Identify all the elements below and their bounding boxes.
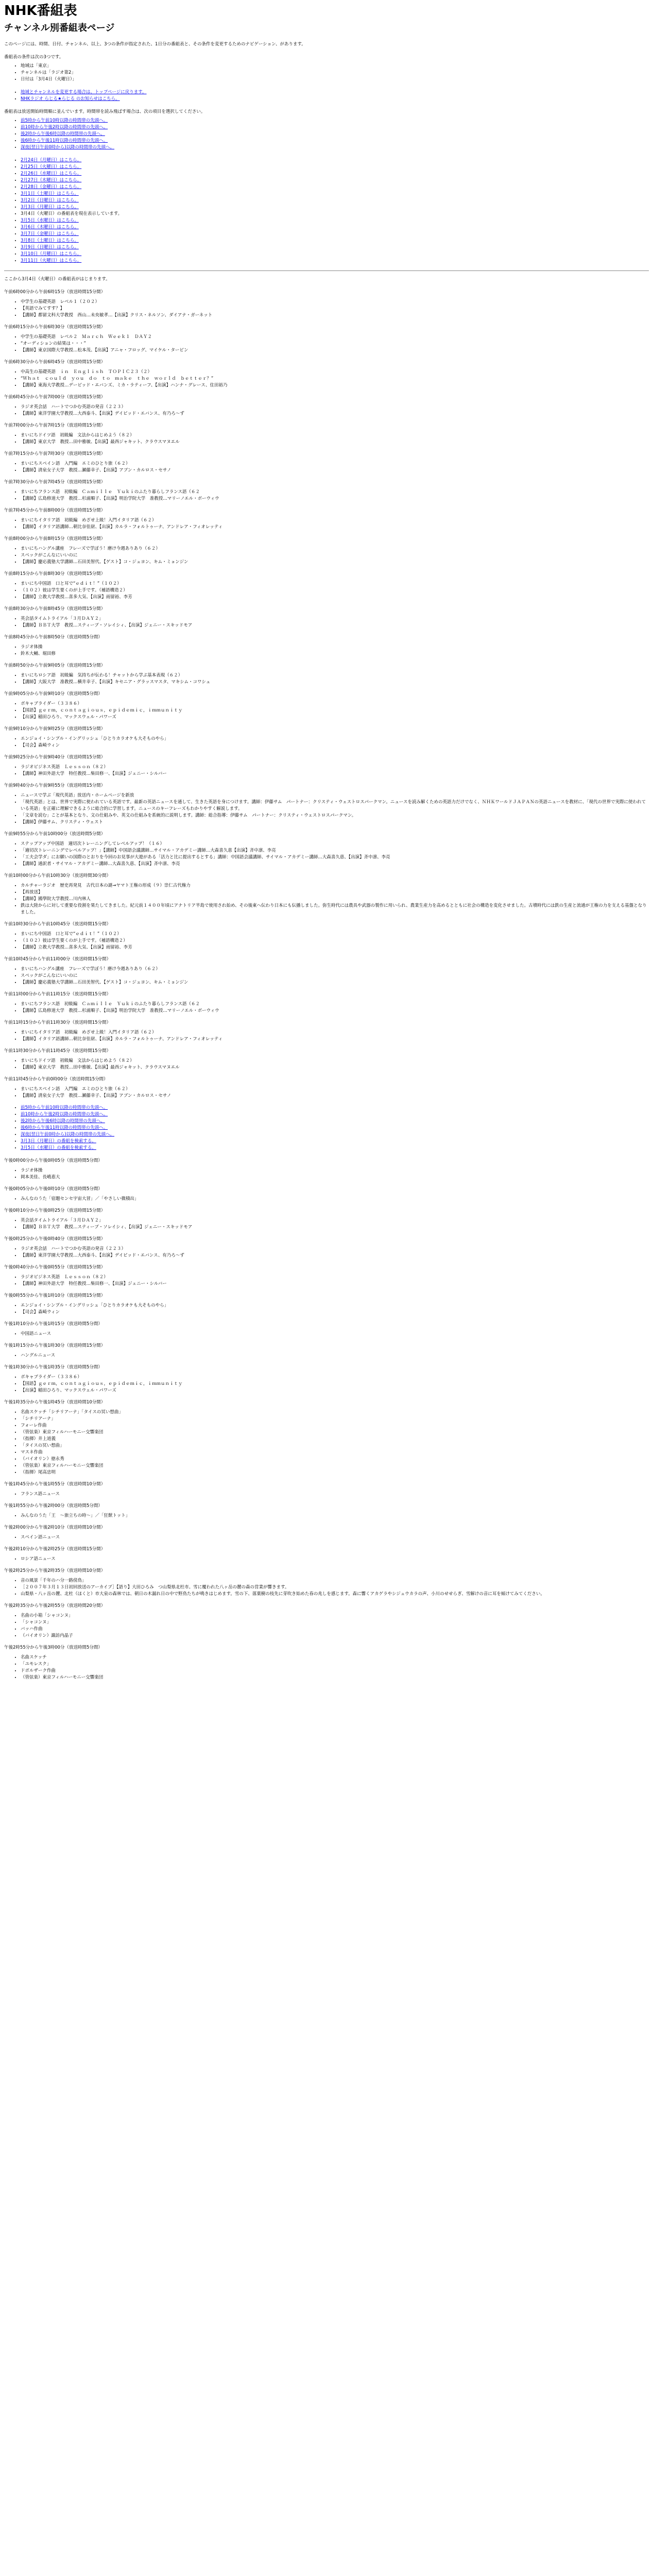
nav-list-item: [21, 157, 649, 164]
divider: [4, 270, 649, 271]
time-jump-link[interactable]: 前5時から午前10時以降の時間帯の先頭へ。: [21, 118, 108, 123]
program-time: 午前9時55分から午前10時00分（放送時間5分間）: [4, 832, 106, 837]
program-title: • まいにちイタリア語 初級編 めざせ上級！入門イタリア語（６２）: [21, 1029, 649, 1036]
program-detail-line: • 【出演】稲田ひろり、マックスウェル・パワーズ: [21, 714, 649, 721]
current-date-label: 3月4日（火曜日）の番組表を現在表示しています。: [21, 211, 123, 216]
program-detail-line: • （管弦楽）東京フィルハーモニー交響楽団: [21, 1429, 649, 1436]
program-details: [4, 1654, 649, 1681]
program-details: [4, 334, 649, 354]
program-title: • フランス語ニュース: [21, 1491, 649, 1498]
program-time: 午前11時15分から午前11時30分（放送時間15分間）: [4, 1020, 111, 1025]
date-link[interactable]: 3月9日（日曜日）はこちら。: [21, 245, 79, 250]
program-title: • ラジオ体操: [21, 644, 649, 651]
program-detail-line: • 【英語でみてすす？】: [21, 306, 649, 312]
program-title: • 英会話タイムトライアル「３月ＤＡＹ２」: [21, 616, 649, 622]
program-title: • 名曲スケッチ: [21, 1654, 649, 1661]
program-time: 午後1時15分から午後1時30分（放送時間15分間）: [4, 1343, 106, 1348]
program-detail-line: • 【講師】大阪大学 准教授…横井幸子、【出演】キセニア・グラッスマスタ、マキシム・コワシュ: [21, 679, 649, 686]
program-detail-line: • 【講師】東洋学園大学教授…大西泰斗、【出演】デイビッド・エバンス、有乃ろ～ず: [21, 1252, 649, 1259]
program-detail-line: • “オーディションの結果は・・・”: [21, 341, 649, 347]
program-title: • ニュースで学ぶ「現代英語」放送内・ホームページを新放: [21, 792, 649, 799]
nav-list-item: [21, 251, 649, 258]
program-title: • まいにち中国語 口と耳で“ｅｄｉｔ！”（１０２）: [21, 931, 649, 938]
nav-list-item: [21, 258, 649, 264]
program-detail-line: • 【講師】広島修道大学 教授…杉浦順子、【出演】明治学院大学 准教授…マリーノエル・ボーウィウ: [21, 496, 649, 502]
program-detail-line: • 【国語】ｇｅｒｍ，ｃｏｎｔａｇｉｏｕｓ，ｅｐｉｄｅｍｉｃ，ｉｍｍｕｎｉｔｙ: [21, 707, 649, 714]
program-title: • ラジオビジネス英語 Ｌｅｓｓｏｎ（８２）: [21, 764, 649, 771]
time-jump-link[interactable]: 前10時から午後2時以降の時間帯の先頭へ。: [21, 125, 108, 130]
program-time: 午前7時30分から午前7時45分（放送時間15分間）: [4, 480, 106, 485]
date-link[interactable]: 3月2日（日曜日）はこちら。: [21, 198, 79, 203]
program-detail-line: • 岡本美佳、長嶋恵大: [21, 1174, 649, 1181]
program-time: 午前6時45分から午前7時00分（放送時間15分間）: [4, 395, 106, 400]
program-title: • まいにちドイツ語 初級編 文法からはじめよう（８２）: [21, 432, 649, 439]
date-link[interactable]: 3月6日（木曜日）はこちら。: [21, 225, 79, 230]
program-detail-line: • “Ｗｈａｔ ｃｏｕｌｄ ｙｏｕ ｄｏ ｔｏ ｍａｋｅ ｔｈｅ ｗｏｒｌｄ ｂｅｔｔｅｒ？”: [21, 376, 649, 382]
condition-channel: • チャンネルは「ラジオ第2」: [21, 70, 649, 76]
top-links: [4, 89, 649, 103]
program-detail-line: • （指揮）井上道義: [21, 1436, 649, 1443]
program-details: [4, 1246, 649, 1259]
program-title: • エンジョイ・シンプル・イングリッシュ「ひとりカラオケも大そものやら」: [21, 736, 649, 742]
program-time: 午前8時50分から午前9時05分（放送時間15分間）: [4, 663, 106, 668]
back-to-top-link[interactable]: 地域とチャンネルを変更する場合は、トップページに戻ります。: [21, 90, 147, 95]
program-title: • 英会話タイムトライアル「３月ＤＡＹ２」: [21, 1217, 649, 1224]
program-detail-line: • 【講師】東海大学教授…デービッド・エバンズ、ミカ・ラティーフ、【出演】ハンナ・グレース、住田裕乃: [21, 382, 649, 389]
top-link-item: [21, 96, 649, 103]
program-title: • まいにちスペイン語 入門編 エミのひとり旅（６２）: [21, 461, 649, 467]
program-title: • まいにちドイツ語 初級編 文法からはじめよう（８２）: [21, 1058, 649, 1064]
page-title: NHK番組表: [4, 3, 77, 19]
nav-list-item: [21, 1105, 649, 1111]
program-details: [4, 792, 649, 826]
program-time: 午前7時00分から午前7時15分（放送時間15分間）: [4, 423, 106, 428]
program-title: • まいにちフランス語 初級編 Ｃａｍｉｌｌｅ Ｙｕｋｉのふたり暮らしフランス語（６２: [21, 1001, 649, 1008]
program-details: [4, 299, 649, 319]
program-details: [4, 1086, 649, 1099]
nav-list-item: [21, 1118, 649, 1125]
program-list-afternoon: [4, 1158, 649, 1681]
program-details: [4, 1613, 649, 1639]
program-details: [4, 1513, 649, 1519]
program-detail-line: • （管弦楽）東京フィルハーモニー交響楽団: [21, 1463, 649, 1469]
program-detail-line: • 【講師】立教大学教授…喜多大気、【出演】雨留裕、李芳: [21, 594, 649, 601]
nav-list-item: [21, 217, 649, 224]
nav-list-item: [21, 1131, 649, 1138]
program-detail-line: • スペックがこんなにいいのに: [21, 973, 649, 979]
program-detail-line: • 【講師】國學院大学教授…川内林人: [21, 896, 649, 903]
time-links-mid: [4, 1105, 649, 1151]
program-details: [4, 616, 649, 629]
program-title: • ラジオビジネス英語 Ｌｅｓｓｏｎ（８２）: [21, 1274, 649, 1281]
program-time: 午前9時25分から午前9時40分（放送時間15分間）: [4, 755, 106, 760]
date-link[interactable]: 3月8日（土曜日）はこちら。: [21, 238, 79, 243]
program-detail-line: • 【講師】ＢＢＴ大学 教授…スティーブ・ソレイシィ、【出演】ジェニー・スキッドモア: [21, 622, 649, 629]
program-detail-line: • （バイオリン）諏訪内晶子: [21, 1633, 649, 1639]
program-time: 午後0時25分から午後0時40分（放送時間15分間）: [4, 1236, 106, 1242]
program-detail-line: • 【講師】伊藤サム、クリスティ・ウェスト: [21, 819, 649, 826]
program-details: [4, 1331, 649, 1337]
program-detail-line: • 【出演】稲田ひろり、マックスウェル・パワーズ: [21, 1387, 649, 1394]
nav-list-item: [21, 1145, 649, 1151]
program-detail-line: • 【再放送】: [21, 889, 649, 896]
program-details: [4, 1274, 649, 1287]
conditions-label: 番組表の条件は次の3つです。: [4, 55, 64, 60]
program-detail-line: • ［２００７年３月１３日初回放送のアーカイブ］【語り】大田ひろみ つ山梨県北杜市。雪に覆われた八ヶ岳の麓の森の営業が響きます。: [21, 1584, 649, 1591]
program-details: [4, 546, 649, 566]
program-detail-line: • 山梨県・八ヶ岳の麓、北杜（ほくと）市大泉の森林では、朝日の木漏れ日の中で野鳥たちが鳴きはじめます。雪の下、落葉樹の枝先に芽吹き始めた春の兆しを感じます。森に響くアカゲラやシジュウカラの声、小川のせせらぎ、雪解けの音に耳を傾けてみてください。: [21, 1591, 649, 1598]
date-link[interactable]: 2月24日（月曜日）はこちら。: [21, 158, 82, 163]
date-link[interactable]: 3月11日（火曜日）はこちら。: [21, 258, 82, 263]
program-title: • ラジオ英会話 ハートでつかむ英語の発音（２２３）: [21, 404, 649, 411]
program-details: [4, 1409, 649, 1476]
program-detail-line: • 【講師】通訳者・サイマル・アカデミー講師…大森喜久恵、【出演】斉中凛、李亮: [21, 861, 649, 868]
program-title: • カルチャーラジオ 歴史再発見 古代日本の謎→ヤマト王権の形成（９）崇仁古代権力: [21, 883, 649, 889]
program-title: • まいにちイタリア語 初級編 めざせ上級！入門イタリア語（６２）: [21, 517, 649, 524]
program-title: • まいにちスペイン語 入門編 エミのひとり旅（６２）: [21, 1086, 649, 1093]
date-link[interactable]: 3月1日（土曜日）はこちら。: [21, 191, 79, 196]
program-detail-line: • 「工夫会学ダ」にお願いの国際のとおりを今回のお見事が大遊がある「活力と比に提出するとする」講師：中国語会議講師、サイマル・アカデミー講師…大森喜久恵、【出演】斉中凛、李亮: [21, 854, 649, 861]
program-details: [4, 1196, 649, 1202]
program-time: 午前9時10分から午前9時25分（放送時間15分間）: [4, 726, 106, 732]
program-time: 午前8時15分から午前8時30分（放送時間15分間）: [4, 571, 106, 577]
page: [0, 3, 653, 1681]
date-link[interactable]: 3月5日（水曜日）はこちら。: [21, 218, 79, 223]
program-details: [4, 1217, 649, 1231]
program-title: • ラジオ英会話 ハートでつかむ英語の発音（２２３）: [21, 1246, 649, 1252]
program-details: [4, 931, 649, 951]
program-details: [4, 764, 649, 777]
program-time: 午後2時55分から午後3時00分（放送時間5分間）: [4, 1645, 102, 1650]
program-time: 午前11時30分から午前11時45分（放送時間15分間）: [4, 1048, 111, 1054]
program-time: 午後1時55分から午後2時00分（放送時間5分間）: [4, 1503, 102, 1509]
program-list-morning: [4, 289, 649, 1099]
program-detail-line: • 【講師】清泉女子大学 教授…瀬藤幸子、【出演】アブン・カルロス・セサノ: [21, 1093, 649, 1099]
program-detail-line: • 鉄は大陸からに対して重要な役割を果たしてきました。紀元前１４００年頃にアナトリア半島で使用され始め、その後東へ伝わり日本にも伝播しました。弥生時代には農具や武器の製作に用いられ、農業生産力を高めるとともに社会の構造を変化させました。古墳時代には鉄の生産と流通が王権の力を支える基盤となりました。: [21, 903, 649, 916]
program-time: 午前11時45分から午前0時00分（放送時間15分間）: [4, 1077, 108, 1082]
program-detail-line: • （管弦楽）東京フィルハーモニー交響楽団: [21, 1674, 649, 1681]
program-time: 午後0時55分から午後1時10分（放送時間15分間）: [4, 1293, 106, 1298]
date-link[interactable]: 3月10日（月曜日）はこちら。: [21, 251, 82, 257]
program-title: • まいにちハングル講座 フレーズで学ぼう！磨け今週ありあり（６２）: [21, 546, 649, 552]
program-detail-line: • （バイオリン）徳永秀: [21, 1456, 649, 1463]
program-time: 午前10時00分から午前10時30分（放送時間30分間）: [4, 873, 111, 878]
program-time: 午前6時30分から午前6時45分（放送時間15分間）: [4, 360, 106, 365]
program-time: 午後1時10分から午後1時15分（放送時間5分間）: [4, 1321, 102, 1327]
program-title: • 中学生の基礎英語 レベル２ Ｍａｒｃｈ Ｗｅｅｋ１ ＤＡＹ２: [21, 334, 649, 341]
program-title: • ラジオ体操: [21, 1167, 649, 1174]
date-link[interactable]: 2月28日（金曜日）はこちら。: [21, 184, 82, 190]
program-detail-line: • 【講師】慶応義塾大学講師…石田美智代、【ゲスト】コ・ジュヨン、キム・ミョンジン: [21, 559, 649, 566]
program-detail-line: • 【講師】神田外語大学 特任教授…柴田修一、【出演】ジェニー・シルバー: [21, 771, 649, 777]
program-title: • ステップアップ中国語 適切次トレーニングしてレベルアップ！（１６）: [21, 841, 649, 848]
program-time: 午前8時30分から午前8時45分（放送時間15分間）: [4, 606, 106, 612]
program-detail-line: • 「タイスの冥い想曲」: [21, 1443, 649, 1449]
program-title: • ボキャブライダー（３３８６）: [21, 1374, 649, 1381]
program-title: • ハングルニュース: [21, 1352, 649, 1359]
program-details: [4, 1029, 649, 1043]
program-detail-line: • 「シチリアーナ」: [21, 1416, 649, 1422]
time-jump-link[interactable]: 後6時から午後11時以降の時間帯の先頭へ。: [21, 138, 108, 143]
program-title: • 音の風景「千年のハ分一路傍鳥」: [21, 1578, 649, 1584]
program-detail-line: • 「ユモレスク」: [21, 1661, 649, 1668]
program-details: [4, 461, 649, 474]
program-time: 午後0時00分から午後0時05分（放送時間5分間）: [4, 1158, 102, 1163]
nav-list-item: [21, 177, 649, 184]
program-time: 午後2時10分から午後2時25分（放送時間15分間）: [4, 1547, 106, 1552]
program-title: • みんなのうた「王 ～旅立ちの時～」／「狂獣トット」: [21, 1513, 649, 1519]
program-details: [4, 736, 649, 749]
time-links-top: [4, 117, 649, 151]
program-details: [4, 672, 649, 686]
program-detail-line: • 【講師】イタリア語講師…朝比奈佳尉、【出演】カルラ・フォルトゥーナ、アンドレア・フィオレッティ: [21, 1036, 649, 1043]
program-details: [4, 489, 649, 502]
nav-list-item: [21, 224, 649, 231]
date-link[interactable]: 2月25日（火曜日）はこちら。: [21, 164, 82, 170]
time-jump-link[interactable]: 後6時から午後11時以降の時間帯の先頭へ。: [21, 1125, 108, 1130]
nav-list-item: [21, 1125, 649, 1131]
program-detail-line: • 「シャコンヌ」: [21, 1619, 649, 1626]
nav-list-item: [21, 117, 649, 124]
program-title: • 中高生の基礎英語 ｉｎ Ｅｎｇｌｉｓｈ ＴＯＰＩＣ２３（２）: [21, 369, 649, 376]
program-detail-line: • 【講師】広島修道大学 教授…杉浦順子、【出演】明治学院大学 准教授…マリーノエル・ボーウィウ: [21, 1008, 649, 1014]
time-jump-link[interactable]: 後2時から午後6時以降の時間帯の先頭へ。: [21, 1118, 105, 1124]
program-detail-line: • フォーレ作曲: [21, 1422, 649, 1429]
radiru-notice-link[interactable]: NHKラジオ らじる★らじる のお知らせはこちら。: [21, 96, 120, 101]
program-details: [4, 1556, 649, 1563]
program-details: [4, 1167, 649, 1181]
program-details: [4, 1578, 649, 1598]
date-links: [4, 157, 649, 264]
program-title: • まいにち中国語 口と耳で“ｅｄｉｔ！”（１０２）: [21, 581, 649, 587]
program-detail-line: • 「現代英語」とは、世界で実際に使われている英語です。最新の英語ニュースを通して、生きた英語を身につけます。講師：伊藤サム パートナー：クリスティ・ウェストロスパークマン。ニュースを読み解くための英語力だけでなく、ＮＨＫワールドＪＡＰＡＮの英語ニュースを教材に、「現代の世界で実際に使われている英語」を正確に理解できるように総合的に学習します。ニュースのキーフレーズもわかりやすく解説します。: [21, 799, 649, 812]
program-detail-line: • 「適切次トレーニングでレベルアップ！」【講師】中国語会議講師…サイマル・アカデミー講師…大森喜久恵【出演】斉中凛、李亮: [21, 848, 649, 854]
schedule-start: ここから3月4日（火曜日）の番組表がはじまります。: [4, 277, 110, 282]
program-time: 午後1時45分から午後1時55分（放送時間10分間）: [4, 1482, 106, 1487]
program-details: [4, 1491, 649, 1498]
program-time: 午後2時35分から午後2時55分（放送時間20分間）: [4, 1603, 106, 1608]
program-detail-line: • 【講師】都留文科大学教授 西山…未央敏孝…【出演】クリス・ネルソン、ダイアナ・ガーネット: [21, 312, 649, 319]
time-jump-link[interactable]: 深夜(翌日午前0時から)以降の時間帯の先頭へ。: [21, 1132, 115, 1137]
nav-list-item: [21, 204, 649, 211]
program-detail-line: • スペックがこんなにいいのに: [21, 552, 649, 559]
program-detail-line: • マスネ作曲: [21, 1449, 649, 1456]
program-details: [4, 644, 649, 657]
time-jump-link[interactable]: 3月3日（月曜日）の番組を検索する。: [21, 1139, 96, 1144]
program-detail-line: • 鈴木大輔、堀田修: [21, 651, 649, 657]
nav-list-item: [21, 211, 649, 217]
nav-list-item: [21, 1138, 649, 1145]
program-details: [4, 432, 649, 446]
program-title: • 名曲スケッチ「シチリアーナ」「タイスの冥い想曲」: [21, 1409, 649, 1416]
program-details: [4, 701, 649, 721]
nav-list-item: [21, 1111, 649, 1118]
nav-list-item: [21, 231, 649, 238]
program-title: • ロシア語ニュース: [21, 1556, 649, 1563]
program-title: • ボキャブライダー（３３８６）: [21, 701, 649, 707]
program-title: • 名曲の小箱「シャコンヌ」: [21, 1613, 649, 1619]
program-time: 午前6時15分から午前6時30分（放送時間15分間）: [4, 325, 106, 330]
condition-date: • 日付は「3月4日（火曜日）」: [21, 76, 649, 83]
program-detail-line: • 【講師】東洋学園大学教授…大西泰斗、【出演】デイビッド・エバンス、有乃ろ～ず: [21, 411, 649, 417]
nav-list-item: [21, 191, 649, 197]
nav-list-item: [21, 131, 649, 138]
program-time: 午前10時30分から午前10時45分（放送時間15分間）: [4, 922, 111, 927]
program-details: [4, 1374, 649, 1394]
program-detail-line: • 【講師】東京大学 教授…田中雅敏、【出演】最西ジャキット、クラウスマヌエル: [21, 1064, 649, 1071]
program-detail-line: • バッハ作曲: [21, 1626, 649, 1633]
program-detail-line: • ドボルザーク作曲: [21, 1668, 649, 1674]
nav-list-item: [21, 138, 649, 144]
program-detail-line: • （１０２）彼は学生要くのが上手です。（補語構造２）: [21, 587, 649, 594]
date-link[interactable]: 2月26日（水曜日）はこちら。: [21, 171, 82, 176]
program-details: [4, 1058, 649, 1071]
conditions-list: [4, 63, 649, 83]
condition-region: • 地域は「東京」: [21, 63, 649, 70]
program-details: [4, 369, 649, 389]
time-jump-link[interactable]: 前10時から午後2時以降の時間帯の先頭へ。: [21, 1112, 108, 1117]
time-switch-label: 番組表は放送開始時間順に並んでいます。時間帯を読み飛ばす場合は、次の項目を選択してください。: [4, 109, 205, 114]
nav-list-item: [21, 144, 649, 151]
program-detail-line: • （１０２）彼は学生要くのが上手です。（補語構造２）: [21, 938, 649, 944]
intro-text: このページには、時間、日付、チャンネル、以上、3つの条件が指定された、1日分の番組表と、その条件を変更するためのナビゲーション、があります。: [4, 42, 306, 47]
program-title: • みんなのうた「宿題センセ宇宙大冒」／「やさしい微積出」: [21, 1196, 649, 1202]
program-detail-line: • 【講師】ＢＢＴ大学 教授…スティーブ・ソレイシィ、【出演】ジェニー・スキッドモア: [21, 1224, 649, 1231]
program-time: 午前7時15分から午前7時30分（放送時間15分間）: [4, 451, 106, 456]
nav-list-item: [21, 164, 649, 171]
program-detail-line: • 【講師】東京国際大学教授…松本茂、【出演】アニャ・フロッグ、マイケル・ターピン: [21, 347, 649, 354]
top-link-item: [21, 89, 649, 96]
program-details: [4, 883, 649, 916]
program-time: 午前10時45分から午前11時00分（放送時間15分間）: [4, 957, 111, 962]
program-time: 午前8時00分から午前8時15分（放送時間15分間）: [4, 536, 106, 541]
time-jump-link[interactable]: 3月5日（水曜日）の番組を検索する。: [21, 1145, 96, 1150]
program-detail-line: • 【司会】森崎ウィン: [21, 742, 649, 749]
program-time: 午前6時00分から午前6時15分（放送時間15分間）: [4, 290, 106, 295]
program-details: [4, 1534, 649, 1541]
date-link[interactable]: 3月7日（金曜日）はこちら。: [21, 231, 79, 236]
program-details: [4, 404, 649, 417]
nav-list-item: [21, 197, 649, 204]
program-time: 午後0時10分から午後0時25分（放送時間15分間）: [4, 1208, 106, 1213]
program-detail-line: • 【司会】森崎ウィン: [21, 1309, 649, 1316]
program-details: [4, 841, 649, 868]
program-details: [4, 1352, 649, 1359]
program-detail-line: • 【国語】ｇｅｒｍ，ｃｏｎｔａｇｉｏｕｓ，ｅｐｉｄｅｍｉｃ，ｉｍｍｕｎｉｔｙ: [21, 1381, 649, 1387]
time-jump-link[interactable]: 深夜(翌日午前0時から)以降の時間帯の先頭へ。: [21, 145, 115, 150]
program-detail-line: • 【講師】イタリア語講師…朝比奈佳尉、【出演】カルラ・フォルトゥーナ、アンドレア・フィオレッティ: [21, 524, 649, 531]
program-detail-line: • 【講師】慶応義塾大学講師…石田美智代、【ゲスト】コ・ジュヨン、キム・ミョンジン: [21, 979, 649, 986]
date-link[interactable]: 2月27日（木曜日）はこちら。: [21, 178, 82, 183]
program-time: 午前11時00分から午前11時15分（放送時間15分間）: [4, 992, 111, 997]
nav-list-item: [21, 238, 649, 244]
program-details: [4, 966, 649, 986]
program-title: • 中国語ニュース: [21, 1331, 649, 1337]
nav-list-item: [21, 244, 649, 251]
program-title: • まいにちフランス語 初級編 Ｃａｍｉｌｌｅ Ｙｕｋｉのふたり暮らしフランス語（６２: [21, 489, 649, 496]
program-title: • 中学生の基礎英語 レベル１（２０２）: [21, 299, 649, 306]
program-detail-line: • 【講師】東京大学 教授…田中雅敏、【出演】最西ジャキット、クラウスマヌエル: [21, 439, 649, 446]
program-time: 午前7時45分から午前8時00分（放送時間15分間）: [4, 508, 106, 513]
program-detail-line: • 【講師】立教大学教授…喜多大気、【出演】雨留裕、李芳: [21, 944, 649, 951]
program-title: • まいにちロシア語 初級編 気持ちが伝わる！チャットから学ぶ基本表現（６２）: [21, 672, 649, 679]
program-time: 午前8時45分から午前8時50分（放送時間5分間）: [4, 635, 102, 640]
page-subtitle: チャンネル別番組表ページ: [4, 23, 115, 33]
nav-list-item: [21, 184, 649, 191]
program-time: 午後1時30分から午後1時35分（放送時間5分間）: [4, 1365, 102, 1370]
program-details: [4, 581, 649, 601]
program-detail-line: • 「文章を読む」ことが基本となり、文の仕組みや、英文の仕組みを系統的に説明します。講師：総合指導：伊藤サム パートナー：クリスティ・ウェストロスパークマン。: [21, 812, 649, 819]
time-jump-link[interactable]: 前5時から午前10時以降の時間帯の先頭へ。: [21, 1105, 108, 1110]
program-detail-line: • 【講師】神田外語大学 特任教授…柴田修一、【出演】ジェニー・シルバー: [21, 1281, 649, 1287]
program-details: [4, 1001, 649, 1014]
program-time: 午後2時25分から午後2時35分（放送時間10分間）: [4, 1568, 106, 1573]
date-link[interactable]: 3月3日（月曜日）はこちら。: [21, 205, 79, 210]
program-time: 午後2時00分から午後2時10分（放送時間10分間）: [4, 1525, 106, 1530]
program-time: 午後0時40分から午後0時55分（放送時間15分間）: [4, 1265, 106, 1270]
program-time: 午後1時35分から午後1時45分（放送時間10分間）: [4, 1400, 106, 1405]
program-title: • まいにちハングル講座 フレーズで学ぼう！磨け今週ありあり（６２）: [21, 966, 649, 973]
program-detail-line: • （指揮）尾高忠明: [21, 1469, 649, 1476]
nav-list-item: [21, 171, 649, 177]
program-details: [4, 517, 649, 531]
program-details: [4, 1302, 649, 1316]
program-time: 午前9時40分から午前9時55分（放送時間15分間）: [4, 783, 106, 788]
program-title: • スペイン語ニュース: [21, 1534, 649, 1541]
program-title: • エンジョイ・シンプル・イングリッシュ「ひとりカラオケも大そものやら」: [21, 1302, 649, 1309]
program-time: 午後0時05分から午後0時10分（放送時間5分間）: [4, 1187, 102, 1192]
nav-list-item: [21, 124, 649, 131]
time-jump-link[interactable]: 後2時から午後6時以降の時間帯の先頭へ。: [21, 131, 105, 137]
program-detail-line: • 【講師】清泉女子大学 教授…瀬藤幸子、【出演】アブン・カルロス・セサノ: [21, 467, 649, 474]
program-time: 午前9時05分から午前9時10分（放送時間5分間）: [4, 691, 102, 697]
